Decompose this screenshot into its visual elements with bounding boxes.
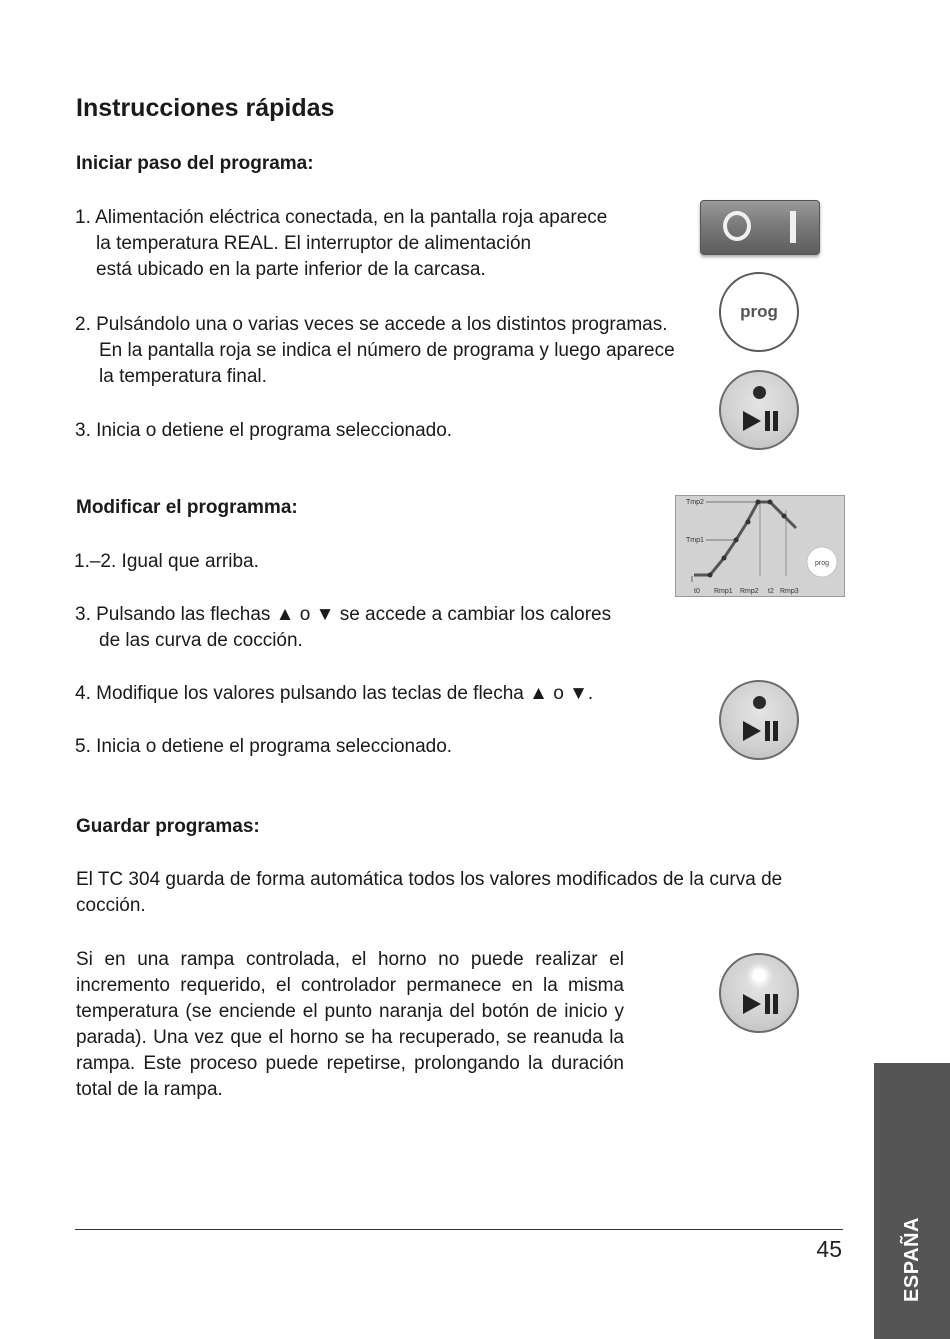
page-title: Instrucciones rápidas (76, 94, 335, 122)
curve-point (746, 520, 751, 525)
curve-point (756, 500, 761, 505)
footer-rule (75, 1229, 843, 1230)
play-pause-icon (741, 993, 781, 1015)
axis-label-rmp3: Rmp3 (780, 588, 799, 595)
led-icon (753, 696, 766, 709)
led-lit-icon (753, 969, 766, 982)
prog-small-label: prog (814, 560, 830, 567)
s1-item2-line2: En la pantalla roja se indica el número de programa y luego aparece (99, 340, 675, 361)
firing-curve-figure (675, 495, 845, 597)
axis-label-rmp2: Rmp2 (740, 588, 759, 595)
side-language-tab (874, 1063, 950, 1339)
s1-item1-line2: la temperatura REAL. El interruptor de alimentación (96, 233, 532, 254)
led-icon (753, 386, 766, 399)
s1-item2-line1: 2. Pulsándolo una o varias veces se accede a los distintos programas. (75, 314, 668, 335)
firing-curve-graphic (676, 496, 844, 596)
s3-paragraph-1: El TC 304 guarda de forma automática todos los valores modificados de la curva de cocción. (76, 869, 783, 916)
tmp1-label: Tmp1 (686, 537, 704, 544)
axis-label-t2: t2 (768, 588, 774, 595)
off-symbol-icon (723, 211, 751, 241)
s1-item1-line3: está ubicado en la parte inferior de la carcasa. (96, 259, 486, 280)
s2-item12: 1.–2. Igual que arriba. (74, 551, 259, 572)
curve-point (722, 556, 727, 561)
side-tab-label: ESPAÑA (900, 1216, 923, 1302)
curve-point (782, 514, 787, 519)
play-pause-icon (741, 410, 781, 432)
s2-item3-line2: de las curva de cocción. (99, 630, 303, 651)
curve-point (734, 538, 739, 543)
axis-label-t0: t0 (694, 588, 700, 595)
s2-item4: 4. Modifique los valores pulsando las teclas de flecha ▲ o ▼. (75, 683, 594, 704)
s2-item5: 5. Inicia o detiene el programa seleccionado. (75, 736, 453, 757)
start-stop-button-1 (719, 370, 799, 450)
s1-item2-line3: la temperatura final. (99, 366, 267, 387)
power-switch (700, 200, 820, 255)
axis-label-rmp1: Rmp1 (714, 588, 733, 595)
curve-point (768, 500, 773, 505)
s2-item3-line1: 3. Pulsando las flechas ▲ o ▼ se accede a cambiar los calores (75, 604, 612, 625)
start-stop-button-2 (719, 680, 799, 760)
section-heading-start: Iniciar paso del programa: (76, 153, 314, 174)
section-heading-save: Guardar programas: (76, 816, 260, 837)
s1-item1-line1: 1. Alimentación eléctrica conectada, en la pantalla roja aparece (75, 207, 608, 228)
curve-point (708, 573, 713, 578)
prog-button (719, 272, 799, 352)
s3-paragraph-2: Si en una rampa controlada, el horno no puede realizar el incremento requerido, el controlador permanece en la misma temperatura (se enciende el punto naranja del botón de inicio y parada). Una vez que el horno se ha recuperado, se reanuda la rampa. Este proceso puede repetirse, prolongando la duración total de la rampa. (76, 949, 624, 1100)
s1-item3: 3. Inicia o detiene el programa seleccionado. (75, 420, 453, 441)
page-number: 45 (816, 1236, 842, 1262)
on-symbol-icon (790, 211, 796, 243)
tmp2-label: Tmp2 (686, 499, 704, 506)
prog-button-label: prog (740, 302, 778, 321)
start-stop-button-3 (719, 953, 799, 1033)
play-pause-icon (741, 720, 781, 742)
section-heading-modify: Modificar el programma: (76, 497, 298, 518)
